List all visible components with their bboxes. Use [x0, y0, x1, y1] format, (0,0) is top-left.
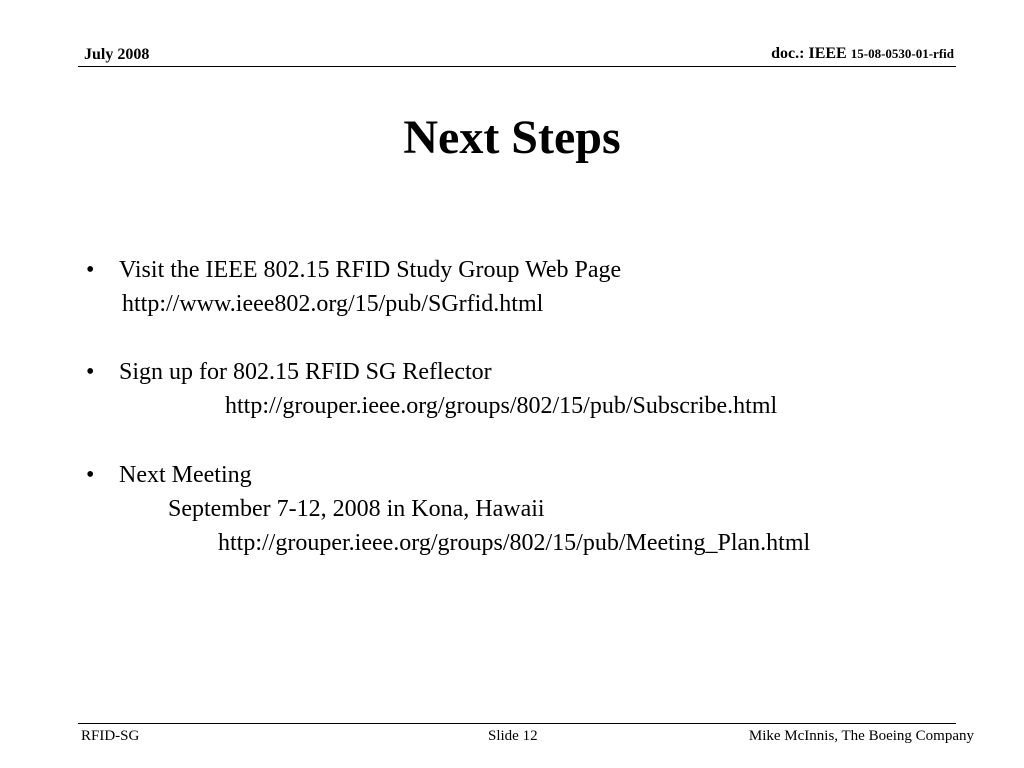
footer-group: RFID-SG	[81, 728, 140, 744]
bullet-detail-link[interactable]: http://www.ieee802.org/15/pub/SGrfid.html	[122, 291, 544, 317]
header-date: July 2008	[84, 46, 150, 63]
bullet-text: Visit the IEEE 802.15 RFID Study Group Web Page	[119, 257, 622, 283]
bullet-detail-link[interactable]: http://grouper.ieee.org/groups/802/15/pub/Meeting_Plan.html	[218, 530, 811, 556]
bullet-marker: •	[86, 462, 95, 488]
bullet-detail-meeting-date: September 7-12, 2008 in Kona, Hawaii	[168, 496, 545, 522]
bullet-marker: •	[86, 359, 95, 385]
bullet-marker: •	[86, 257, 95, 283]
header-doc-id	[771, 45, 954, 63]
bullet-text: Next Meeting	[119, 462, 252, 488]
header-doc-prefix: doc.: IEEE	[771, 45, 851, 62]
bullet-text: Sign up for 802.15 RFID SG Reflector	[119, 359, 492, 385]
header-doc-number: 15-08-0530-01-rfid	[850, 46, 954, 61]
bullet-detail-link[interactable]: http://grouper.ieee.org/groups/802/15/pub/Subscribe.html	[225, 393, 778, 419]
header-divider	[78, 66, 956, 67]
slide-title: Next Steps	[403, 111, 621, 164]
footer-author: Mike McInnis, The Boeing Company	[748, 728, 974, 744]
footer-slide-number: Slide 12	[488, 728, 538, 744]
footer-divider	[78, 723, 956, 724]
